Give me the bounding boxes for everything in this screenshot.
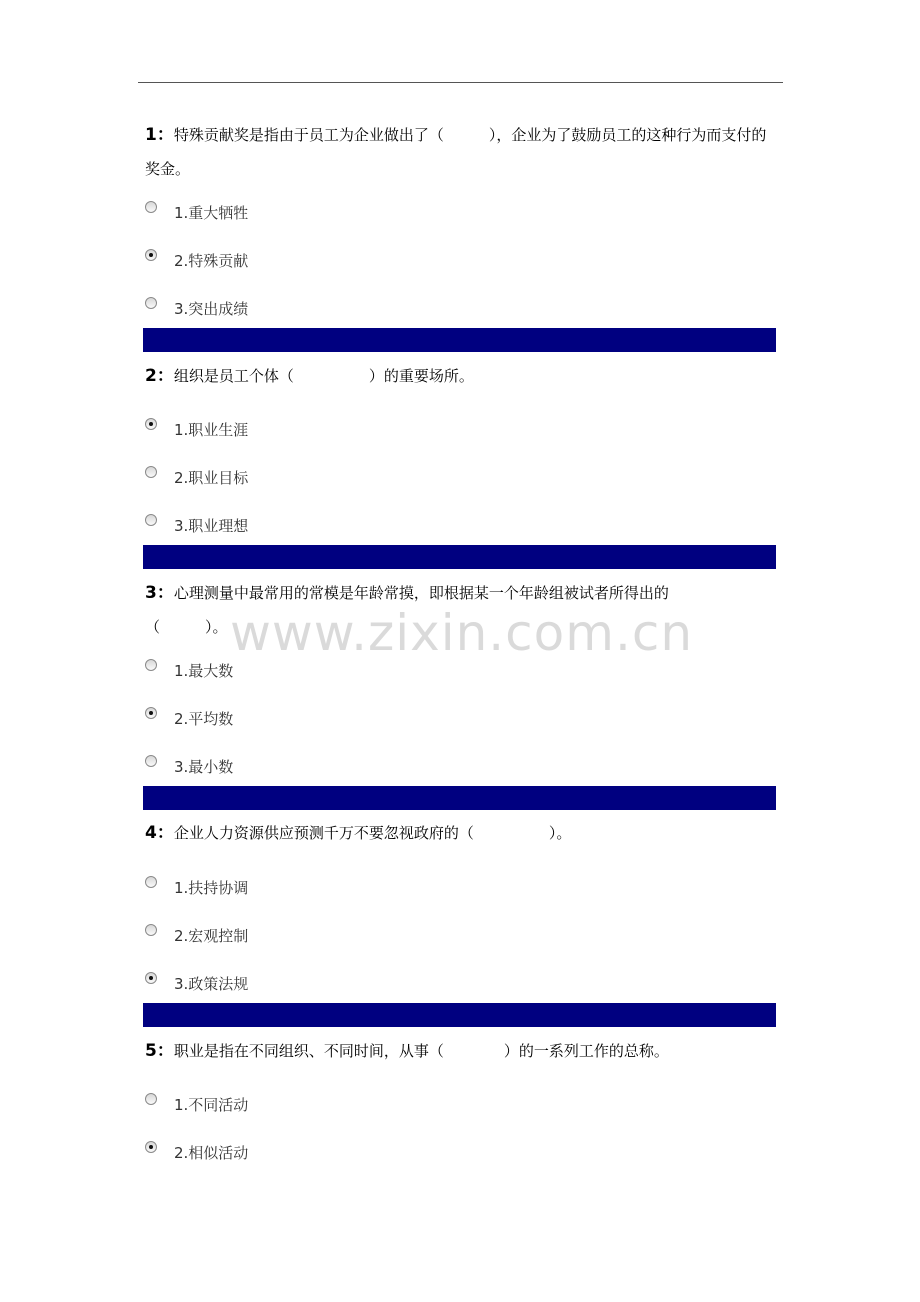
option-q3-2[interactable] [145, 706, 233, 730]
question-number: 2： [145, 366, 174, 386]
radio-icon[interactable] [145, 201, 157, 213]
radio-icon[interactable] [145, 876, 157, 888]
radio-checked-icon[interactable] [145, 249, 157, 261]
question-5-text [145, 1034, 775, 1068]
question-4-text [145, 816, 775, 850]
watermark: www.zixin.com.cn [230, 604, 694, 662]
question-1 [145, 118, 775, 186]
option-q1-3[interactable] [145, 296, 248, 320]
option-label: 2.平均数 [174, 709, 234, 728]
question-prompt: 组织是员工个体（ ）的重要场所。 [173, 367, 474, 385]
question-prompt: 企业人力资源供应预测千万不要忽视政府的（ ）。 [173, 824, 572, 842]
question-2 [145, 359, 775, 393]
option-label: 1.职业生涯 [174, 420, 249, 439]
question-2-text [145, 359, 775, 393]
section-divider-bar [143, 545, 776, 569]
option-q5-2[interactable] [145, 1140, 248, 1164]
radio-icon[interactable] [145, 514, 157, 526]
question-number: 4： [145, 823, 174, 843]
option-q2-2[interactable] [145, 465, 248, 489]
question-5 [145, 1034, 775, 1068]
radio-checked-icon[interactable] [145, 972, 157, 984]
option-q4-2[interactable] [145, 923, 248, 947]
question-3 [145, 576, 725, 644]
question-number: 3： [145, 583, 174, 603]
section-divider-bar [143, 328, 776, 352]
radio-checked-icon[interactable] [145, 418, 157, 430]
radio-checked-icon[interactable] [145, 707, 157, 719]
option-q1-1[interactable] [145, 200, 248, 224]
option-q5-1[interactable] [145, 1092, 248, 1116]
question-1-text [145, 118, 775, 186]
option-label: 1.不同活动 [174, 1095, 249, 1114]
question-prompt: 职业是指在不同组织、不同时间，从事（ ）的一系列工作的总称。 [173, 1042, 669, 1060]
section-divider-bar [143, 1003, 776, 1027]
option-label: 3.职业理想 [174, 516, 249, 535]
option-label: 2.相似活动 [174, 1143, 249, 1162]
option-label: 3.政策法规 [174, 974, 249, 993]
top-divider [138, 82, 783, 83]
option-q4-1[interactable] [145, 875, 248, 899]
radio-icon[interactable] [145, 1093, 157, 1105]
radio-icon[interactable] [145, 924, 157, 936]
option-label: 3.最小数 [174, 757, 234, 776]
radio-icon[interactable] [145, 466, 157, 478]
option-label: 1.重大牺牲 [174, 203, 249, 222]
option-label: 2.宏观控制 [174, 926, 249, 945]
option-q4-3[interactable] [145, 971, 248, 995]
option-q2-1[interactable] [145, 417, 248, 441]
question-prompt: 心理测量中最常用的常模是年龄常摸，即根据某一个年龄组被试者所得出的（ ）。 [145, 584, 669, 636]
option-label: 2.特殊贡献 [174, 251, 249, 270]
section-divider-bar [143, 786, 776, 810]
question-3-text [145, 576, 725, 644]
question-prompt: 特殊贡献奖是指由于员工为企业做出了（ ），企业为了鼓励员工的这种行为而支付的奖金。 [145, 126, 767, 178]
radio-icon[interactable] [145, 755, 157, 767]
option-q1-2[interactable] [145, 248, 248, 272]
option-q3-3[interactable] [145, 754, 233, 778]
option-q2-3[interactable] [145, 513, 248, 537]
radio-icon[interactable] [145, 297, 157, 309]
option-q3-1[interactable] [145, 658, 233, 682]
question-number: 5： [145, 1041, 174, 1061]
radio-icon[interactable] [145, 659, 157, 671]
radio-checked-icon[interactable] [145, 1141, 157, 1153]
question-number: 1： [145, 125, 174, 145]
option-label: 1.最大数 [174, 661, 234, 680]
option-label: 3.突出成绩 [174, 299, 249, 318]
option-label: 1.扶持协调 [174, 878, 249, 897]
option-label: 2.职业目标 [174, 468, 249, 487]
question-4 [145, 816, 775, 850]
